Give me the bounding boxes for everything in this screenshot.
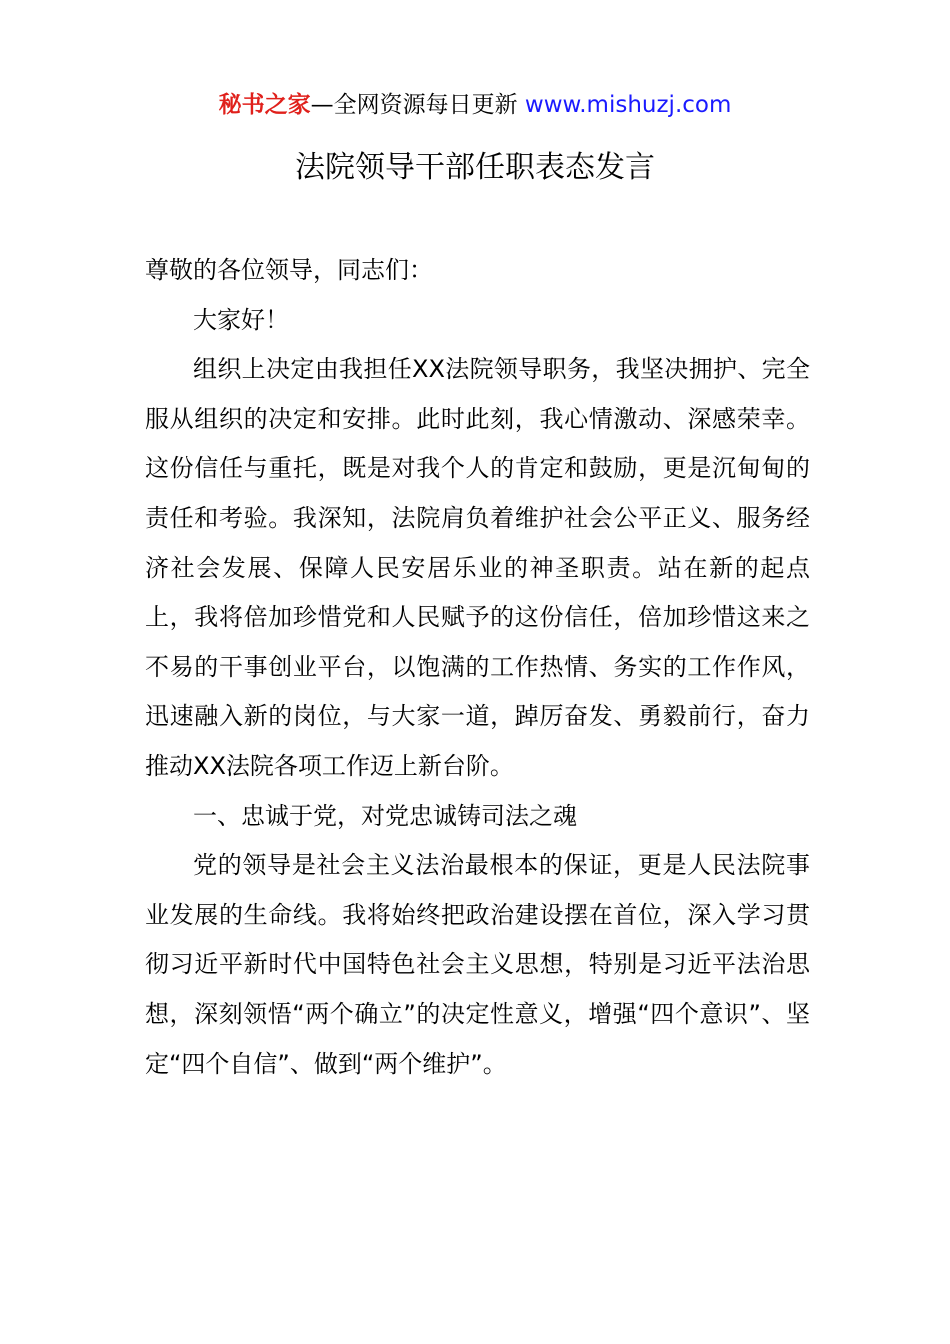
brand-name: 秘书之家 — [218, 92, 311, 118]
document-body — [145, 246, 810, 1089]
greeting: 大家好！ — [193, 305, 289, 334]
header-tagline: —全网资源每日更新 — [310, 92, 518, 118]
document-title: 法院领导干部任职表态发言 — [295, 150, 655, 185]
salutation: 尊敬的各位领导，同志们： — [145, 256, 433, 284]
site-url[interactable]: www.mishuzj.com — [524, 92, 732, 118]
paragraph-2: 党的领导是社会主义法治最根本的保证，更是人民法院事业发展的生命线。我将始终把政治建设摆在首位，深入学习贯彻习近平新时代中国特色社会主义思想，特别是习近平法治思想，深刻领悟“两个确立”的决定性意义，增强“四个意识”、坚定“四个自信”、做到“两个维护”。 — [145, 851, 810, 1078]
section-1-heading: 一、忠诚于党，对党忠诚铸司法之魂 — [193, 801, 577, 830]
paragraph-1: 组织上决定由我担任XX法院领导职务，我坚决拥护、完全服从组织的决定和安排。此时此刻，我心情激动、深感荣幸。这份信任与重托，既是对我个人的肯定和鼓励，更是沉甸甸的责任和考验。我深知，法院肩负着维护社会公平正义、服务经济社会发展、保障人民安居乐业的神圣职责。站在新的起点上，我将倍加珍惜党和人民赋予的这份信任，倍加珍惜这来之不易的干事创业平台，以饱满的工作热情、务实的工作作风，迅速融入新的岗位，与大家一道，踔厉奋发、勇毅前行，奋力推动XX法院各项工作迈上新台阶。 — [145, 355, 810, 780]
watermark-header — [0, 88, 950, 122]
